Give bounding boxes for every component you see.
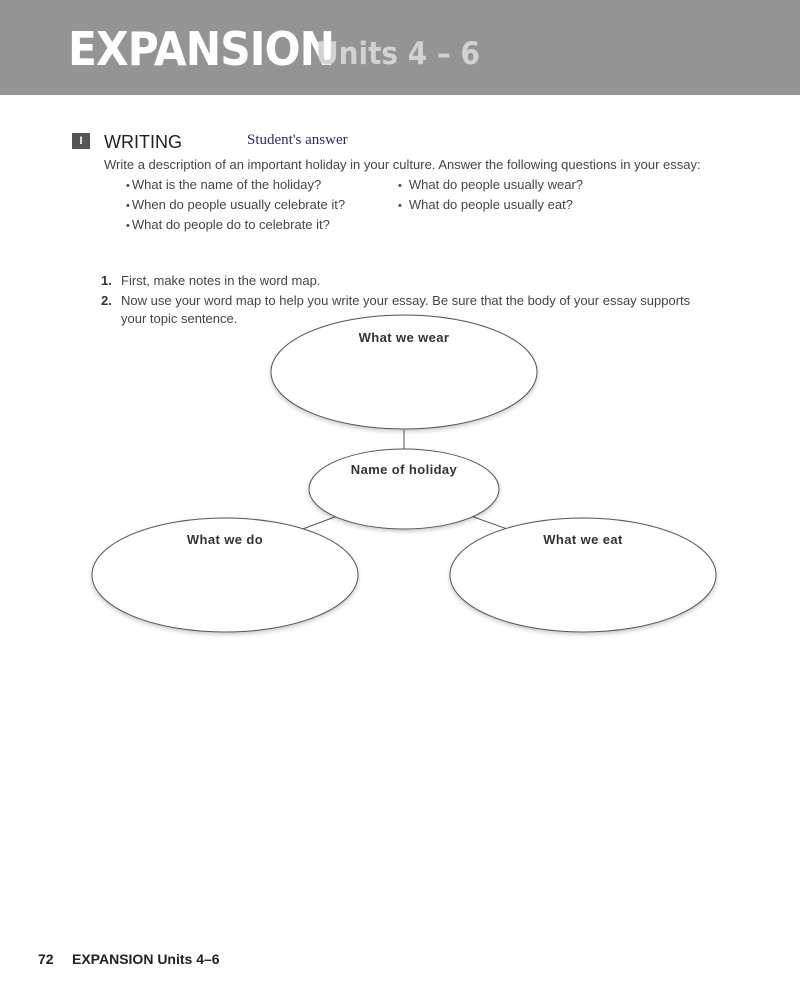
section-title: WRITING (104, 132, 182, 152)
bubble-label-left: What we do (186, 532, 264, 547)
step-number: 2. (101, 293, 112, 308)
step-text: Now use your word map to help you write your essay. Be sure that the body of your essay supports (121, 293, 691, 308)
bullet-icon: • (126, 200, 130, 212)
bullet-icon: • (398, 180, 402, 192)
bullet-icon: • (126, 220, 130, 232)
bubble-label-top: What we wear (358, 330, 450, 345)
page-title: EXPANSION (68, 22, 335, 76)
section-letter-badge: I (72, 133, 90, 149)
question-text: What do people do to celebrate it? (131, 217, 330, 232)
bullet-icon: • (126, 180, 130, 192)
step-text-continued: your topic sentence. (121, 311, 238, 326)
question-text: What do people usually eat? (408, 197, 573, 212)
step-text: First, make notes in the word map. (121, 273, 321, 288)
step-number: 1. (101, 273, 112, 288)
question-text: When do people usually celebrate it? (131, 197, 346, 212)
connector-left (300, 515, 340, 530)
student-answer-note: Student's answer (247, 132, 348, 148)
bullet-icon: • (398, 200, 402, 212)
question-text: What is the name of the holiday? (131, 177, 322, 192)
instruction-text: Write a description of an important holiday in your culture. Answer the following questions in your essay: (104, 157, 701, 172)
question-text: What do people usually wear? (408, 177, 584, 192)
bubble-center (309, 449, 499, 529)
bubble-label-right: What we eat (543, 532, 623, 547)
page-number: 72 (38, 951, 54, 967)
footer-text: EXPANSION Units 4–6 (72, 951, 220, 967)
page-subtitle: Units 4 – 6 (316, 36, 480, 72)
connector-right (468, 515, 510, 530)
bubble-label-center: Name of holiday (350, 462, 458, 477)
